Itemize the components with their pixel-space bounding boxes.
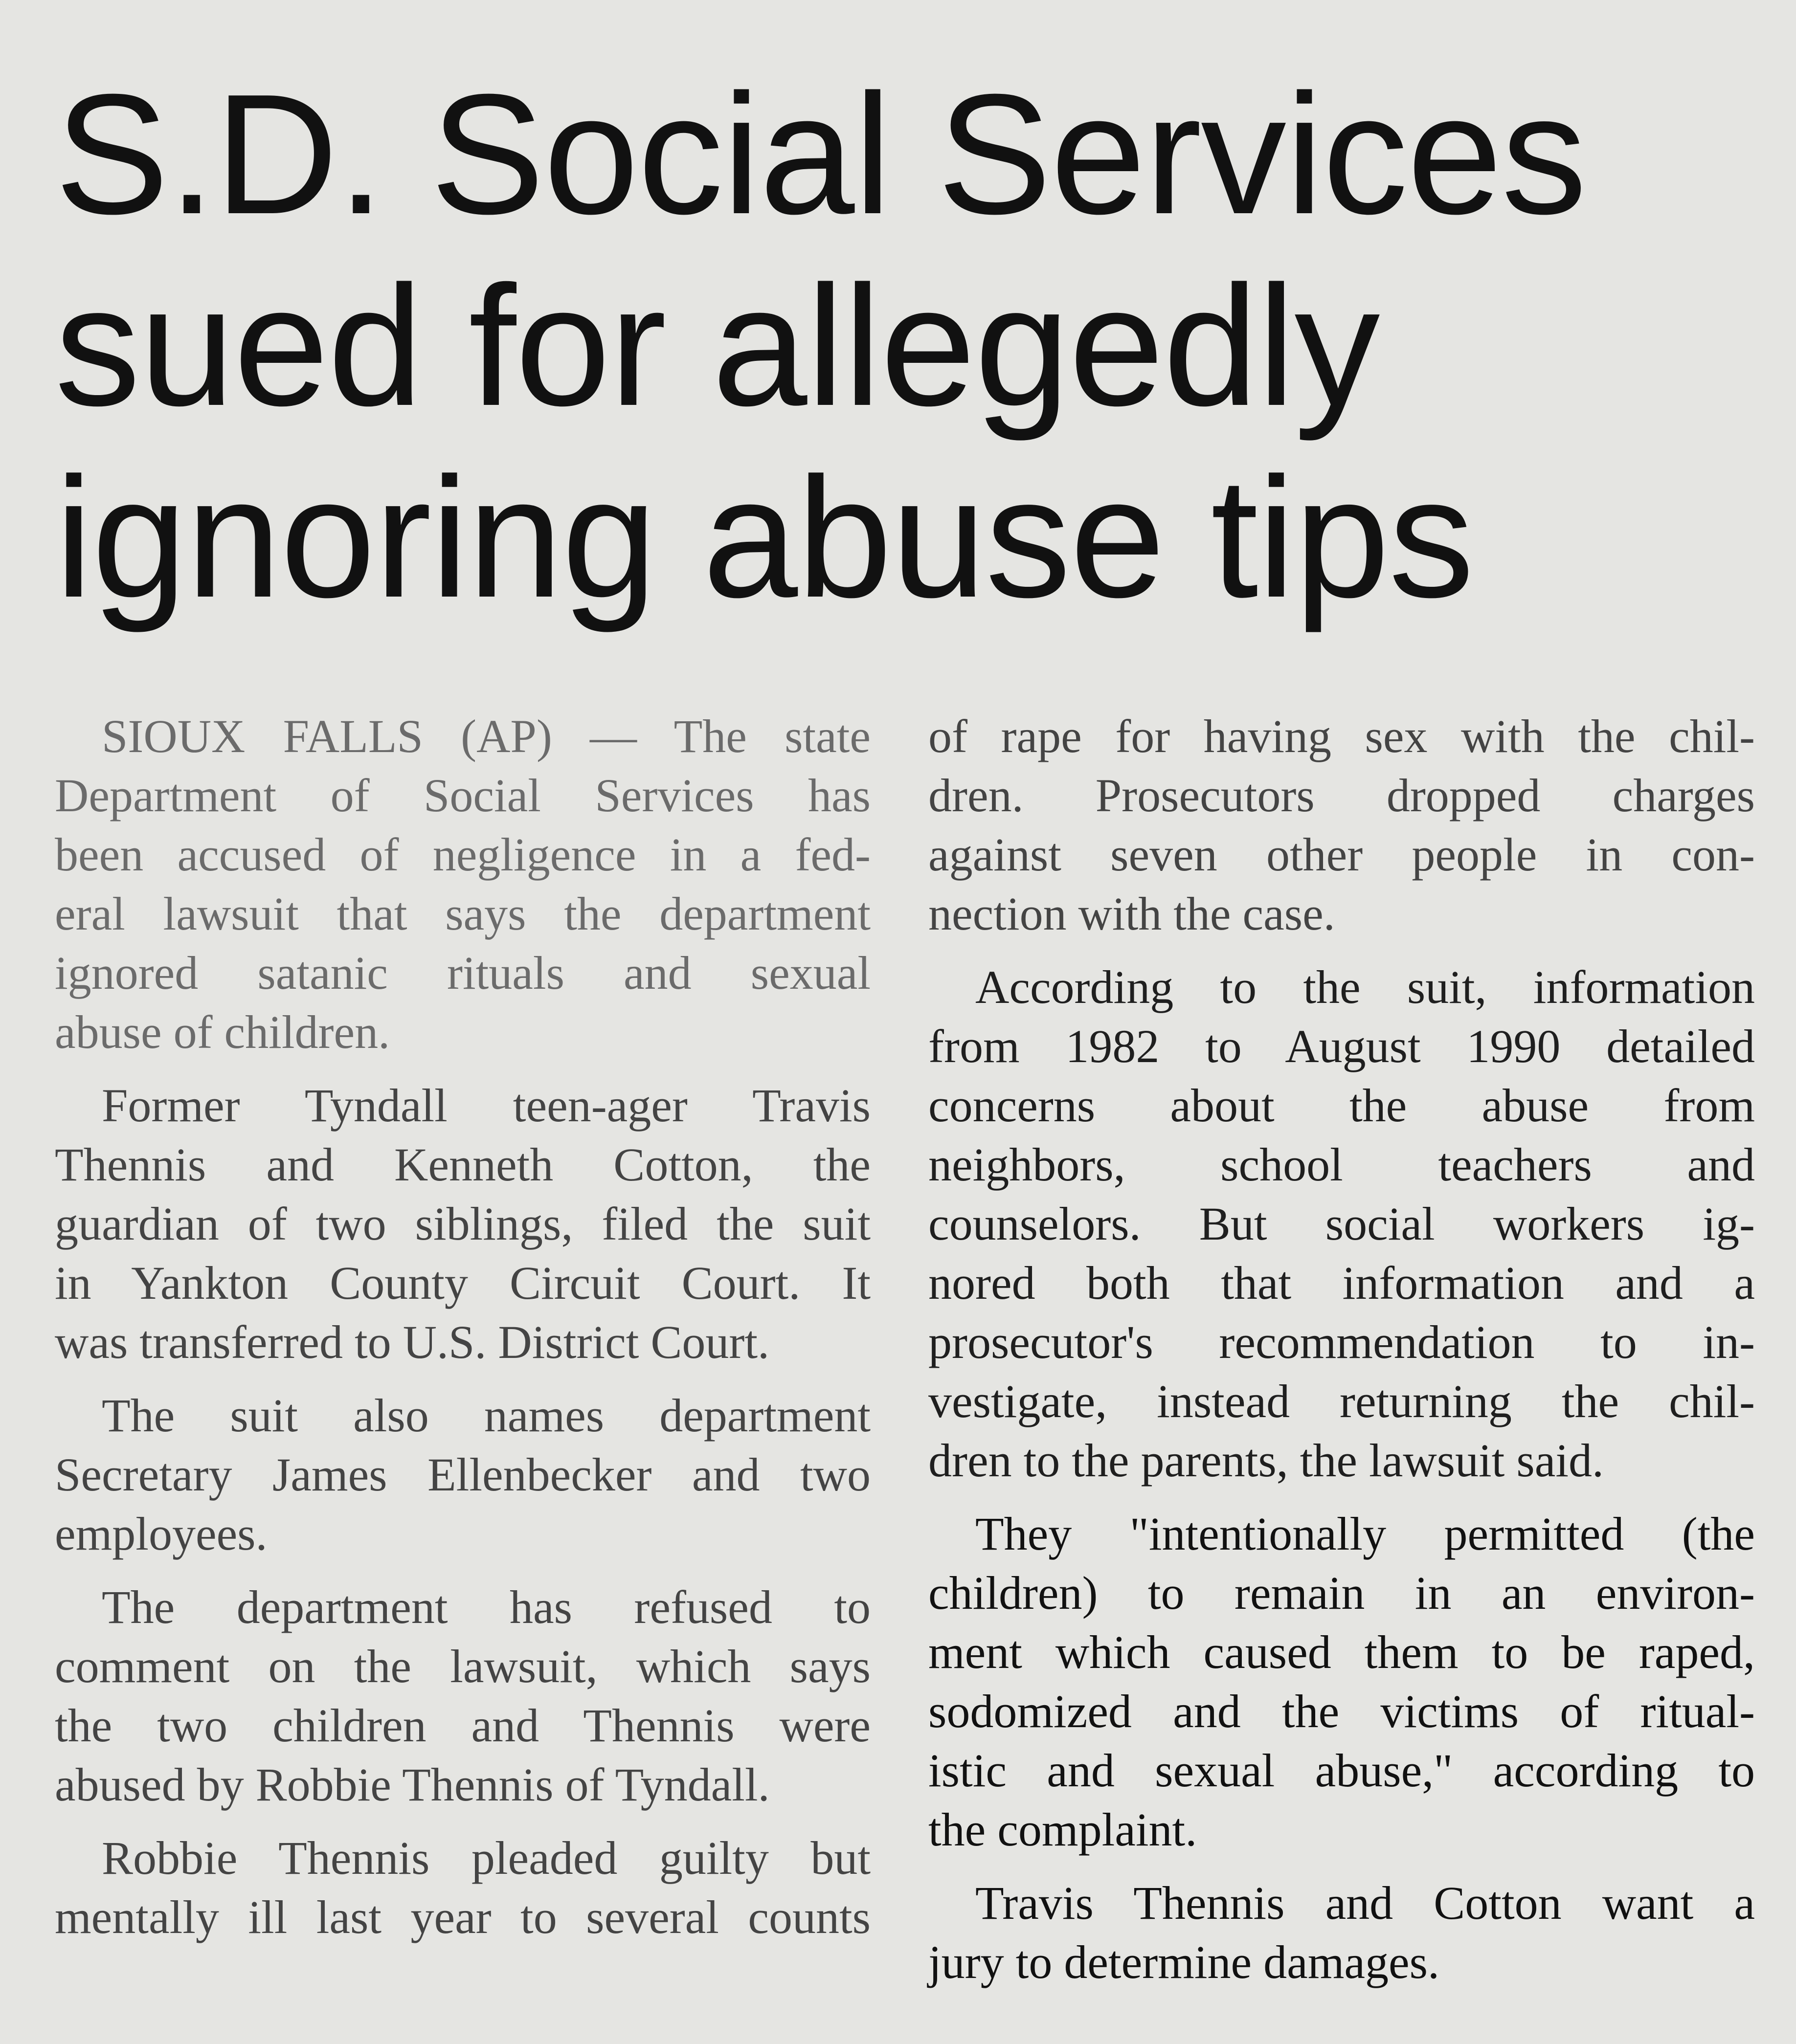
paragraph [928, 1873, 1755, 1992]
headline-line: sued for allegedly [55, 250, 1379, 442]
text-line: abuse of children. [55, 1006, 390, 1058]
text-line: the complaint. [928, 1803, 1197, 1856]
text-line: The department has refused to [102, 1581, 871, 1633]
text-line: Department of Social Services has [55, 769, 871, 822]
paragraph [55, 1577, 871, 1814]
article-column-right [928, 707, 1755, 2006]
text-line: against seven other people in con- [928, 828, 1755, 881]
text-line: in Yankton County Circuit Court. It [55, 1257, 871, 1309]
text-line: sodomized and the victims of ritual- [928, 1685, 1755, 1737]
text-line: was transferred to U.S. District Court. [55, 1316, 770, 1368]
text-line: neighbors, school teachers and [928, 1138, 1755, 1191]
text-line: mentally ill last year to several counts [55, 1891, 871, 1943]
text-line: Robbie Thennis pleaded guilty but [102, 1832, 871, 1884]
text-line: Travis Thennis and Cotton want a [975, 1877, 1755, 1929]
text-line: They "intentionally permitted (the [975, 1508, 1755, 1560]
text-line: children) to remain in an environ- [928, 1567, 1755, 1619]
text-line: jury to determine damages. [928, 1936, 1439, 1988]
paragraph [55, 1076, 871, 1372]
paragraph [55, 1386, 871, 1563]
text-line: Secretary James Ellenbecker and two [55, 1448, 871, 1501]
text-line: Thennis and Kenneth Cotton, the [55, 1138, 871, 1191]
text-line: nored both that information and a [928, 1257, 1755, 1309]
text-line: Former Tyndall teen-ager Travis [102, 1079, 871, 1132]
paragraph [55, 1828, 871, 1947]
paragraph [928, 957, 1755, 1490]
text-line: ment which caused them to be raped, [928, 1626, 1755, 1678]
text-line: employees. [55, 1508, 268, 1560]
text-line: dren to the parents, the lawsuit said. [928, 1434, 1604, 1487]
text-line: prosecutor's recommendation to in- [928, 1316, 1755, 1368]
paragraph [928, 707, 1755, 943]
text-line: istic and sexual abuse," according to [928, 1744, 1755, 1797]
text-line: nection with the case. [928, 888, 1335, 940]
headline [55, 59, 1747, 634]
text-line: been accused of negligence in a fed- [55, 828, 871, 881]
text-line: eral lawsuit that says the department [55, 888, 871, 940]
paragraph [928, 1504, 1755, 1859]
text-line: the two children and Thennis were [55, 1699, 871, 1752]
text-line: SIOUX FALLS (AP) — The state [102, 710, 871, 762]
text-line: ignored satanic rituals and sexual [55, 947, 871, 999]
text-line: counselors. But social workers ig- [928, 1198, 1755, 1250]
text-line: The suit also names department [102, 1389, 871, 1442]
text-line: vestigate, instead returning the chil- [928, 1375, 1755, 1427]
text-line: concerns about the abuse from [928, 1079, 1755, 1132]
headline-line: S.D. Social Services [55, 59, 1586, 250]
text-line: guardian of two siblings, filed the suit [55, 1198, 871, 1250]
text-line: According to the suit, information [975, 961, 1755, 1013]
text-line: abused by Robbie Thennis of Tyndall. [55, 1758, 770, 1811]
text-line: comment on the lawsuit, which says [55, 1640, 871, 1692]
article-column-left [55, 707, 871, 1961]
text-line: from 1982 to August 1990 detailed [928, 1020, 1755, 1072]
text-line: dren. Prosecutors dropped charges [928, 769, 1755, 822]
paragraph-dateline [55, 707, 871, 1062]
headline-line: ignoring abuse tips [55, 442, 1474, 633]
text-line: of rape for having sex with the chil- [928, 710, 1755, 762]
